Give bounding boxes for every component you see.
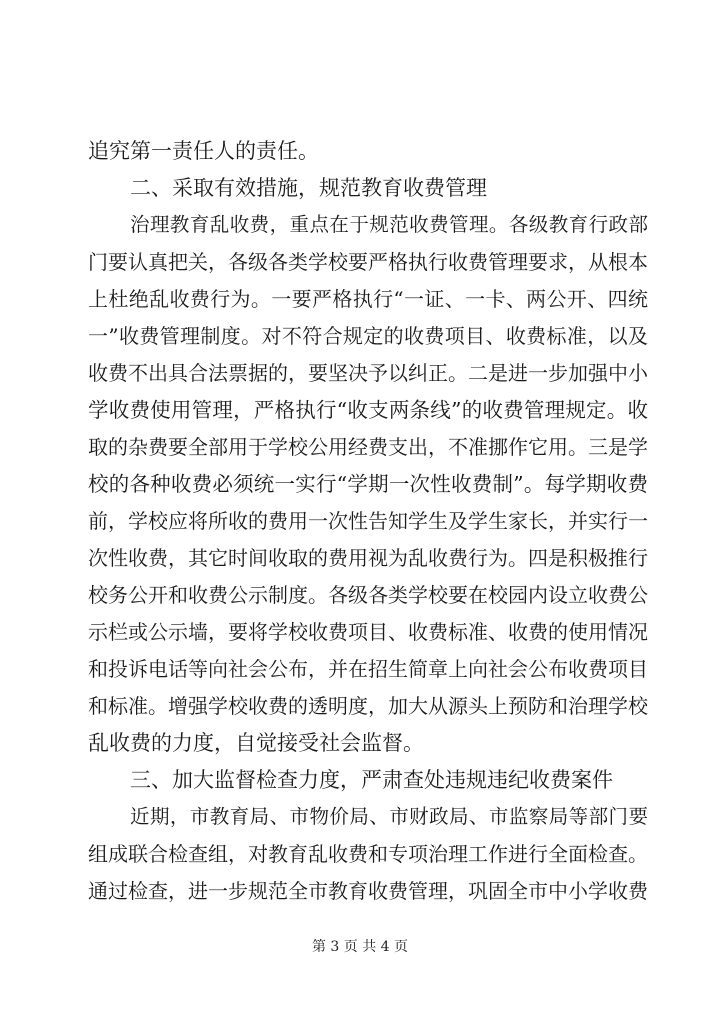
text-line: 取的杂费要全部用于学校公用经费支出，不准挪作它用。三是学 xyxy=(88,435,648,459)
text-line: 校务公开和收费公示制度。各级各类学校要在校园内设立收费公 xyxy=(88,583,648,607)
text-line: 收费不出具合法票据的，要坚决予以纠正。二是进一步加强中小 xyxy=(88,361,648,385)
text-line: 一”收费管理制度。对不符合规定的收费项目、收费标准，以及 xyxy=(88,324,648,348)
text-line: 上杜绝乱收费行为。一要严格执行“一证、一卡、两公开、四统 xyxy=(88,287,648,311)
text-line: 乱收费的力度，自觉接受社会监督。 xyxy=(88,731,424,755)
text-line: 示栏或公示墙，要将学校收费项目、收费标准、收费的使用情况 xyxy=(88,620,648,644)
text-line: 治理教育乱收费，重点在于规范收费管理。各级教育行政部 xyxy=(130,213,648,236)
text-line: 学收费使用管理，严格执行“收支两条线”的收费管理规定。收 xyxy=(88,398,648,422)
section-heading-2: 二、采取有效措施，规范教育收费管理 xyxy=(130,176,487,200)
text-line: 近期，市教育局、市物价局、市财政局、市监察局等部门要 xyxy=(130,805,648,828)
text-line: 次性收费，其它时间收取的费用视为乱收费行为。四是积极推行 xyxy=(88,546,648,570)
text-line: 和投诉电话等向社会公布，并在招生简章上向社会公布收费项目 xyxy=(88,657,648,681)
text-line: 校的各种收费必须统一实行“学期一次性收费制”。每学期收费 xyxy=(88,472,648,496)
page-number-footer: 第 3 页 共 4 页 xyxy=(311,939,409,955)
text-line: 组成联合检查组，对教育乱收费和专项治理工作进行全面检查。 xyxy=(88,842,648,866)
text-line: 前，学校应将所收的费用一次性告知学生及学生家长，并实行一 xyxy=(88,509,648,533)
text-line: 和标准。增强学校收费的透明度，加大从源头上预防和治理学校 xyxy=(88,694,648,718)
section-heading-3: 三、加大监督检查力度，严肃查处违规违纪收费案件 xyxy=(130,768,613,792)
text-line: 追究第一责任人的责任。 xyxy=(88,139,319,163)
text-line: 门要认真把关，各级各类学校要严格执行收费管理要求，从根本 xyxy=(88,250,648,274)
text-line: 通过检查，进一步规范全市教育收费管理，巩固全市中小学收费 xyxy=(88,879,648,903)
